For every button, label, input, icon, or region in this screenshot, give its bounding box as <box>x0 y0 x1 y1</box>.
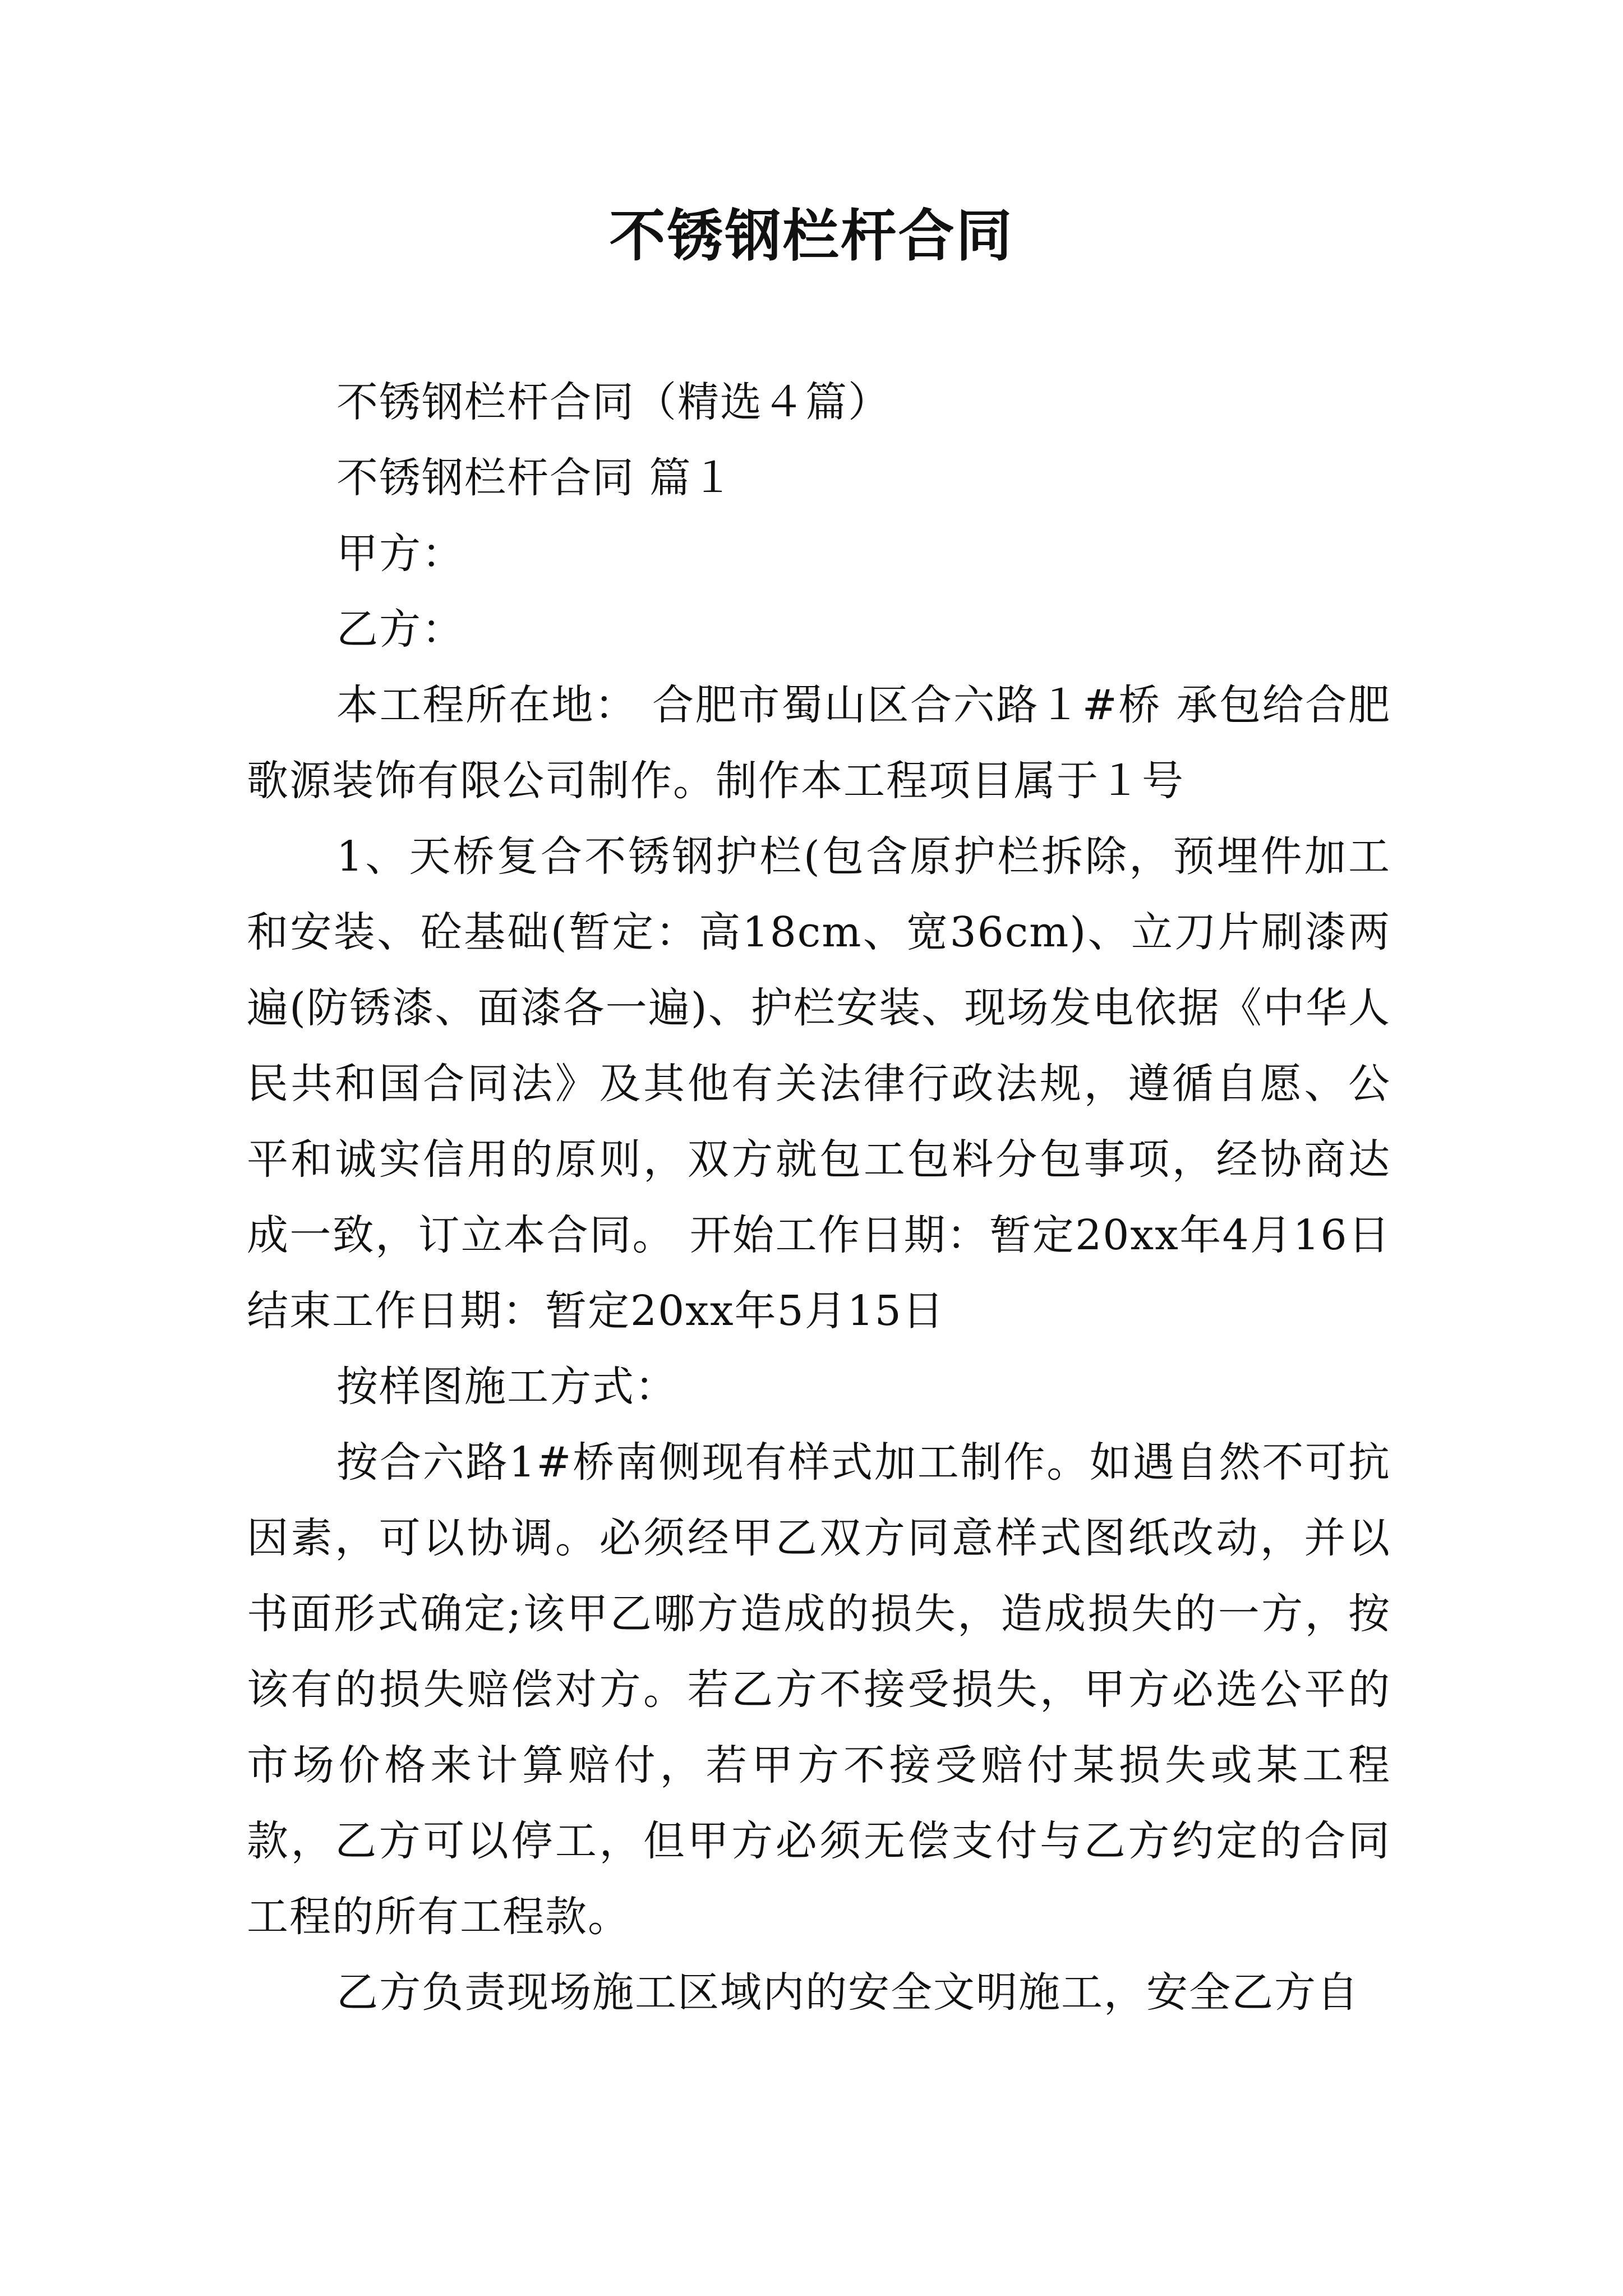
paragraph-subtitle: 不锈钢栏杆合同（精选４篇） <box>336 378 891 426</box>
paragraph-method-details: 按合六路1#桥南侧现有样式加工制作。如遇自然不可抗因素，可以协调。必须经甲乙双方同意样式图纸改动，并以书面形式确定;该甲乙哪方造成的损失，造成损失的一方，按该有的损失赔偿对方。若乙方不接受损失，甲方必选公平的市场价格来计算赔付，若甲方不接受赔付某损失或某工程款，乙方可以停工，但甲方必须无偿支付与乙方约定的合同工程的所有工程款。 <box>247 1438 1391 1941</box>
document-title: 不锈钢栏杆合同 <box>609 203 1014 269</box>
paragraph-party-b: 乙方： <box>336 605 464 654</box>
paragraph-safety: 乙方负责现场施工区域内的安全文明施工，安全乙方自 <box>336 1968 1359 2017</box>
paragraph-method-heading: 按样图施工方式： <box>336 1363 677 1411</box>
paragraph-scope: 1、天桥复合不锈钢护栏(包含原护栏拆除，预埋件加工和安装、砼基础(暂定：高18cm、宽36cm)、立刀片刷漆两遍(防锈漆、面漆各一遍)、护栏安装、现场发电依据《中华人民共和国合同法》及其他有关法律行政法规，遵循自愿、公平和诚实信用的原则，双方就包工包料分包事项，经协商达成一致，订立本合同。 开始工作日期：暂定20xx年4月16日结束工作日期：暂定20xx年5月15日 <box>247 832 1391 1335</box>
paragraph-project-location: 本工程所在地： 合肥市蜀山区合六路１#桥 承包给合肥歌源装饰有限公司制作。制作本工程项目属于１号 <box>247 681 1391 805</box>
document-body <box>247 365 1391 2031</box>
paragraph-party-a: 甲方： <box>336 530 464 578</box>
paragraph-section-heading: 不锈钢栏杆合同 篇１ <box>336 454 735 502</box>
